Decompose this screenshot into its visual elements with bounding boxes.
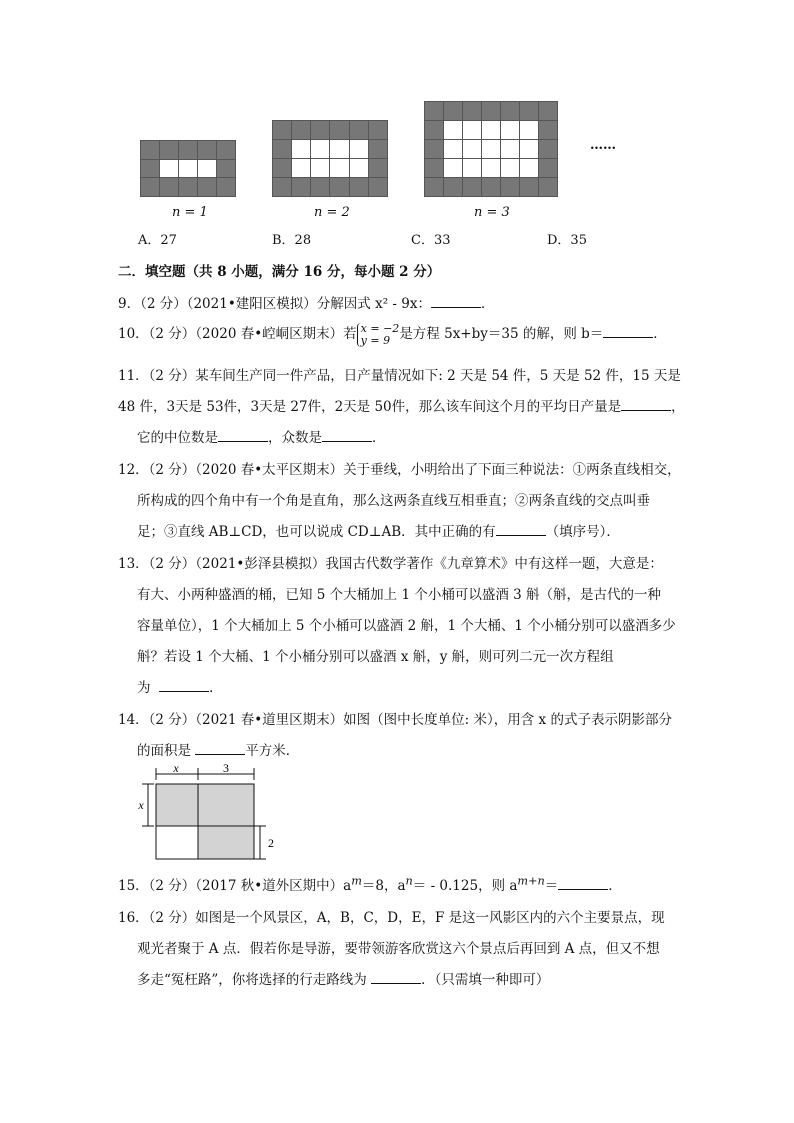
white-tile: [292, 159, 310, 177]
q13-line-5-text: 为: [137, 680, 151, 696]
q13-line-1: 13．（2 分）（2021•彭泽县模拟）我国古代数学著作《九章算术》中有这样一题，大意是：: [118, 556, 663, 572]
q13-line-4: 斛？若设 1 个大桶、1 个小桶分别可以盛酒 x 斛，y 斛，则可列二元一次方程组: [137, 649, 614, 665]
answer-blank: [218, 429, 268, 442]
white-tile: [330, 140, 348, 158]
figure-n1-grid: [140, 140, 236, 197]
shaded-square: [156, 784, 198, 826]
figure-label-n3: n = 3: [474, 205, 510, 220]
label-top-x: x: [173, 761, 179, 775]
question-15: 15．（2 分）（2017 秋•道外区期中）$a^m=8$，$a^n= - 0.125$，则 $a^{m+n}=$ ．: [118, 874, 622, 894]
white-tile: [444, 121, 462, 139]
gray-tile: [539, 140, 557, 158]
white-tile: [520, 140, 538, 158]
q15-text-3: ＝ - 0.125，则 a: [412, 878, 518, 894]
q11-line-3: 它的中位数是 ，众数是 ．: [137, 430, 386, 446]
gray-tile: [425, 140, 443, 158]
q13-line-5: 为 ．: [137, 680, 223, 696]
q14-area-figure: [132, 760, 282, 864]
gray-tile: [482, 178, 500, 196]
gray-tile: [179, 178, 197, 196]
q11-median-text: 它的中位数是: [137, 430, 218, 446]
gray-tile: [273, 140, 291, 158]
q15-text-2: ＝8，a: [361, 878, 406, 894]
gray-tile: [444, 178, 462, 196]
white-tile: [501, 140, 519, 158]
gray-tile: [539, 178, 557, 196]
q11-line-1: 11．（2 分）某车间生产同一件产品，日产量情况如下: 2 天是 54 件，5 天是 52 件，15 天是: [118, 368, 681, 384]
gray-tile: [273, 159, 291, 177]
q9-text: 9．（2 分）（2021•建阳区模拟）分解因式 x² - 9x：: [118, 296, 431, 312]
answer-blank: [431, 295, 481, 308]
q14-line-2: [137, 739, 299, 759]
gray-tile: [501, 102, 519, 120]
question-10: 10．（2 分）（2020 春•崆峒区期末）若 x = −2 y = 9 是方程 5x+by＝35 的解，则 b＝ ．: [118, 321, 667, 347]
white-tile: [350, 140, 368, 158]
q16-line-3: [137, 968, 549, 988]
q10-text-pre: 10．（2 分）（2020 春•崆峒区期末）若: [118, 326, 357, 342]
option-d: D．35: [547, 233, 587, 248]
gray-tile: [273, 121, 291, 139]
gray-tile: [425, 178, 443, 196]
figure-label-n2: n = 2: [314, 205, 350, 220]
gray-tile: [425, 121, 443, 139]
white-tile: [482, 140, 500, 158]
gray-tile: [141, 141, 159, 159]
white-tile: [463, 159, 481, 177]
white-tile: [482, 121, 500, 139]
gray-tile: [539, 159, 557, 177]
gray-tile: [311, 121, 329, 139]
q14-line-1: 14．（2 分）（2021 春•道里区期末）如图（图中长度单位: 米），用含 x 的式子表示阴影部分: [118, 712, 672, 728]
figure-ellipsis: ……: [590, 138, 616, 153]
gray-tile: [311, 178, 329, 196]
q11-line-2: 48 件，3天是 53件，3天是 27件，2天是 50件，那么该车间这个月的平均日产量是 ，: [118, 399, 685, 415]
gray-tile: [141, 160, 159, 178]
gray-tile: [520, 102, 538, 120]
q11-line-2-text: 48 件，3天是 53件，3天是 27件，2天是 50件，那么该车间这个月的平均日产量是: [118, 399, 622, 415]
q12-line-2: 所构成的四个角中有一个角是直角，那么这两条直线互相垂直；②两条直线的交点叫垂: [137, 493, 650, 509]
white-tile: [501, 159, 519, 177]
gray-tile: [179, 141, 197, 159]
q13-line-3: 容量单位），1 个大桶加上 5 个小桶可以盛酒 2 斛，1 个大桶、1 个小桶分别可以盛酒多少: [137, 618, 676, 634]
gray-tile: [292, 178, 310, 196]
gray-tile: [217, 160, 235, 178]
figure-label-n1: n = 1: [172, 205, 208, 220]
white-tile: [311, 140, 329, 158]
gray-tile: [217, 178, 235, 196]
q11-mode-text: ，众数是: [268, 430, 322, 446]
white-tile: [160, 160, 178, 178]
answer-blank: [371, 971, 421, 984]
white-tile: [520, 159, 538, 177]
gray-tile: [198, 178, 216, 196]
q16-line-2: 观光者聚于 A 点．假若你是导游，要带领游客欣赏这六个景点后再回到 A 点，但又不想: [137, 941, 660, 957]
option-a: A．27: [138, 233, 177, 248]
q14-unit-text: 平方米．: [245, 743, 300, 759]
gray-tile: [330, 178, 348, 196]
q12-line-3: [137, 520, 620, 540]
equation-system: [357, 323, 400, 347]
figure-n3-grid: [424, 101, 558, 197]
gray-tile: [350, 121, 368, 139]
answer-blank: [603, 325, 653, 338]
gray-tile: [539, 121, 557, 139]
gray-tile: [482, 102, 500, 120]
label-left-x: x: [138, 798, 144, 812]
gray-tile: [292, 121, 310, 139]
gray-tile: [444, 102, 462, 120]
gray-tile: [425, 102, 443, 120]
white-tile: [463, 140, 481, 158]
answer-blank: [159, 679, 209, 692]
white-tile: [482, 159, 500, 177]
gray-tile: [425, 159, 443, 177]
q12-line-3-tail: （填序号）．: [545, 524, 620, 540]
gray-tile: [369, 140, 387, 158]
unshaded-rect: [156, 826, 198, 859]
q14-line-2-text: 的面积是: [137, 743, 191, 759]
exponent-n: n: [405, 874, 413, 888]
shaded-rect-bottom: [198, 826, 254, 859]
gray-tile: [160, 141, 178, 159]
gray-tile: [463, 178, 481, 196]
label-top-3: 3: [223, 761, 229, 775]
white-tile: [292, 140, 310, 158]
question-9: 9．（2 分）（2021•建阳区模拟）分解因式 x² - 9x： ．: [118, 296, 495, 312]
gray-tile: [539, 102, 557, 120]
white-tile: [179, 160, 197, 178]
option-c: C．33: [411, 233, 451, 248]
white-tile: [444, 159, 462, 177]
white-tile: [444, 140, 462, 158]
gray-tile: [273, 178, 291, 196]
gray-tile: [198, 141, 216, 159]
white-tile: [330, 159, 348, 177]
white-tile: [520, 121, 538, 139]
gray-tile: [330, 121, 348, 139]
q12-line-3-text: 足；③直线 AB⊥CD，也可以说成 CD⊥AB．其中正确的有: [137, 524, 496, 540]
answer-blank: [621, 398, 671, 411]
gray-tile: [369, 121, 387, 139]
answer-blank: [496, 523, 546, 536]
q16-line-3-text: 多走“冤枉路”，你将选择的行走路线为: [137, 972, 367, 988]
q12-line-1: 12．（2 分）（2020 春•太平区期末）关于垂线，小明给出了下面三种说法：①两条直线相交，: [118, 462, 681, 478]
q10-text-post: 是方程 5x+by＝35 的解，则 b＝: [399, 326, 604, 342]
label-right-2: 2: [268, 836, 274, 850]
q15-text-1: 15．（2 分）（2017 秋•道外区期中）a: [118, 878, 352, 894]
gray-tile: [160, 178, 178, 196]
gray-tile: [350, 178, 368, 196]
gray-tile: [463, 102, 481, 120]
equation-2: y = 9: [360, 333, 391, 347]
q13-line-2: 有大、小两种盛酒的桶，已知 5 个大桶加上 1 个小桶可以盛酒 3 斛（斛，是古代的一种: [137, 587, 662, 603]
gray-tile: [369, 178, 387, 196]
exponent-m: m: [351, 874, 362, 888]
section-title: 二．填空题（共 8 小题，满分 16 分，每小题 2 分）: [118, 264, 441, 280]
white-tile: [463, 121, 481, 139]
answer-blank: [322, 429, 372, 442]
answer-blank: [195, 742, 245, 755]
shaded-rect-top: [198, 784, 254, 826]
figure-n2-grid: [272, 120, 388, 197]
white-tile: [311, 159, 329, 177]
gray-tile: [520, 178, 538, 196]
exponent-m-plus-n: m+n: [517, 874, 545, 888]
q16-line-1: 16．（2 分）如图是一个风景区，A，B，C，D，E，F 是这一风影区内的六个主要景点，现: [118, 910, 665, 926]
white-tile: [501, 121, 519, 139]
white-tile: [198, 160, 216, 178]
white-tile: [350, 159, 368, 177]
gray-tile: [141, 178, 159, 196]
equation-1: x = −2: [360, 321, 400, 335]
q16-line-3-tail: ．（只需填一种即可）: [421, 972, 550, 988]
answer-blank: [558, 877, 608, 890]
option-b: B．28: [272, 233, 312, 248]
q15-text-4: ＝: [544, 878, 559, 894]
gray-tile: [217, 141, 235, 159]
gray-tile: [501, 178, 519, 196]
gray-tile: [369, 159, 387, 177]
